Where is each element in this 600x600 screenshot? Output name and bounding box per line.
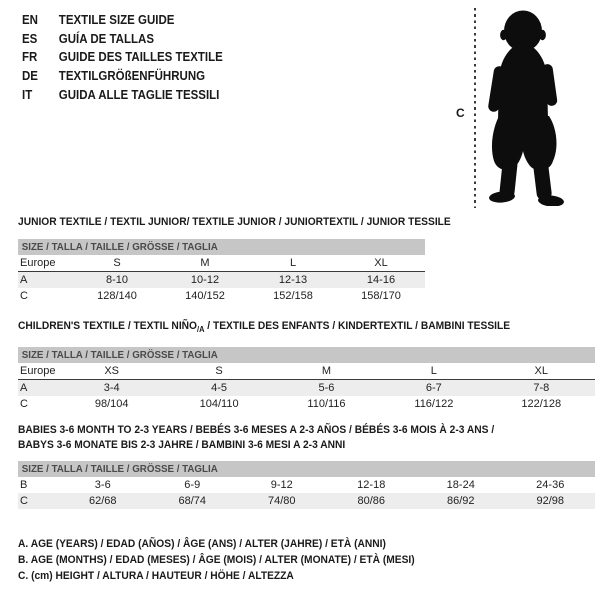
size-cell: 158/170 bbox=[361, 290, 401, 302]
height-dashed-line bbox=[474, 8, 476, 208]
size-cell: XL bbox=[337, 255, 425, 272]
size-header-label: SIZE / TALLA / TAILLE / GRÖSSE / TAGLIA bbox=[21, 349, 218, 361]
size-cell: XS bbox=[58, 363, 165, 380]
size-cell: 10-12 bbox=[190, 274, 220, 286]
baby-silhouette-icon bbox=[483, 8, 569, 206]
size-cell: 6-7 bbox=[425, 382, 442, 394]
size-header-label: SIZE / TALLA / TAILLE / GRÖSSE / TAGLIA bbox=[21, 241, 218, 253]
size-cell: 8-10 bbox=[105, 274, 129, 286]
size-cell: 3-6 bbox=[94, 479, 111, 491]
junior-size-header-bar bbox=[18, 239, 425, 255]
size-cell: M bbox=[161, 255, 249, 272]
size-cell: S bbox=[165, 363, 272, 380]
language-title: GUIDE DES TAILLES TEXTILE bbox=[58, 50, 223, 65]
language-code: ES bbox=[22, 31, 38, 46]
note-age-months: B. AGE (MONTHS) / EDAD (MESES) / ÂGE (MOIS) / ALTER (MONATE) / ETÀ (MESI) bbox=[18, 554, 415, 566]
size-cell: 92/98 bbox=[536, 495, 565, 507]
table-row bbox=[18, 396, 595, 412]
size-cell: L bbox=[380, 363, 487, 380]
row-label: A bbox=[20, 274, 28, 286]
table-row bbox=[18, 288, 425, 304]
children-size-table bbox=[18, 363, 595, 412]
size-cell: S bbox=[73, 255, 161, 272]
size-cell: 14-16 bbox=[366, 274, 396, 286]
language-title-list bbox=[22, 11, 240, 104]
size-cell: M bbox=[273, 363, 380, 380]
size-cell: 122/128 bbox=[521, 398, 562, 410]
note-age-years: A. AGE (YEARS) / EDAD (AÑOS) / ÂGE (ANS) / ALTER (JAHRE) / ETÀ (ANNI) bbox=[18, 538, 386, 550]
language-title: TEXTILE SIZE GUIDE bbox=[58, 13, 175, 28]
junior-section-title: JUNIOR TEXTILE / TEXTIL JUNIOR/ TEXTILE JUNIOR / JUNIORTEXTIL / JUNIOR TESSILE bbox=[18, 216, 451, 228]
children-title-subscript: /A bbox=[197, 324, 205, 334]
note-height-cm: C. (cm) HEIGHT / ALTURA / HAUTEUR / HÖHE / ALTEZZA bbox=[18, 570, 294, 582]
junior-size-table bbox=[18, 255, 425, 304]
language-title: TEXTILGRÖßENFÜHRUNG bbox=[58, 69, 206, 84]
babies-title-line2: BABYS 3-6 MONATE BIS 2-3 JAHRE / BAMBINI 3-6 MESI A 2-3 ANNI bbox=[18, 439, 346, 451]
size-cell: 9-12 bbox=[270, 479, 293, 491]
size-cell: 3-4 bbox=[103, 382, 120, 394]
language-row bbox=[22, 67, 223, 86]
babies-size-header-bar bbox=[18, 461, 595, 477]
size-cell: 4-5 bbox=[211, 382, 228, 394]
size-cell: 110/116 bbox=[307, 398, 346, 410]
babies-size-table bbox=[18, 477, 595, 509]
children-section-title bbox=[18, 319, 510, 334]
baby-figure bbox=[452, 6, 598, 210]
size-cell: 62/68 bbox=[88, 495, 117, 507]
size-cell: 24-36 bbox=[536, 479, 565, 491]
table-row bbox=[18, 255, 425, 272]
children-title-suffix: / TEXTILE DES ENFANTS / KINDERTEXTIL / BAMBINI TESSILE bbox=[204, 320, 511, 332]
size-cell: 74/80 bbox=[267, 495, 296, 507]
language-row bbox=[22, 48, 223, 67]
babies-title-line1: BABIES 3-6 MONTH TO 2-3 YEARS / BEBÉS 3-6 MESES A 2-3 AÑOS / BÉBÉS 3-6 MOIS À 2-3 ANS / bbox=[18, 424, 495, 436]
table-row bbox=[18, 363, 595, 380]
language-code: FR bbox=[22, 50, 38, 65]
row-label: A bbox=[20, 382, 28, 394]
row-label: C bbox=[20, 398, 28, 410]
size-cell: 98/104 bbox=[94, 398, 129, 410]
table-row bbox=[18, 493, 595, 509]
language-title: GUIDA ALLE TAGLIE TESSILI bbox=[58, 87, 220, 102]
language-code: EN bbox=[22, 13, 38, 28]
size-cell: 12-18 bbox=[357, 479, 386, 491]
language-title: GUÍA DE TALLAS bbox=[58, 31, 154, 46]
row-label: Europe bbox=[18, 363, 58, 380]
language-code: DE bbox=[22, 69, 38, 84]
children-title-prefix: CHILDREN'S TEXTILE / TEXTIL NIÑO bbox=[18, 320, 198, 332]
size-cell: 5-6 bbox=[318, 382, 335, 394]
size-cell: 12-13 bbox=[278, 274, 308, 286]
size-cell: 128/140 bbox=[97, 290, 137, 302]
row-label: C bbox=[20, 495, 28, 507]
size-cell: 18-24 bbox=[446, 479, 475, 491]
size-cell: 104/110 bbox=[199, 398, 239, 410]
language-row bbox=[22, 85, 223, 104]
language-row bbox=[22, 11, 223, 30]
table-row bbox=[18, 272, 425, 289]
row-label: C bbox=[20, 290, 28, 302]
legend-notes bbox=[18, 536, 445, 584]
size-cell: L bbox=[249, 255, 337, 272]
size-cell: 140/152 bbox=[185, 290, 225, 302]
size-header-label: SIZE / TALLA / TAILLE / GRÖSSE / TAGLIA bbox=[21, 463, 218, 475]
size-cell: 6-9 bbox=[184, 479, 201, 491]
language-row bbox=[22, 30, 223, 49]
language-code: IT bbox=[22, 87, 33, 102]
size-cell: 86/92 bbox=[446, 495, 475, 507]
children-size-header-bar bbox=[18, 347, 595, 363]
size-cell: XL bbox=[488, 363, 595, 380]
table-row bbox=[18, 380, 595, 397]
row-label: Europe bbox=[18, 255, 73, 272]
size-cell: 68/74 bbox=[178, 495, 207, 507]
size-cell: 116/122 bbox=[414, 398, 454, 410]
table-row bbox=[18, 477, 595, 493]
height-marker-label: C bbox=[456, 106, 465, 120]
babies-section-title bbox=[18, 423, 494, 453]
size-cell: 152/158 bbox=[273, 290, 313, 302]
row-label: B bbox=[20, 479, 28, 491]
size-cell: 80/86 bbox=[357, 495, 386, 507]
size-cell: 7-8 bbox=[533, 382, 550, 394]
